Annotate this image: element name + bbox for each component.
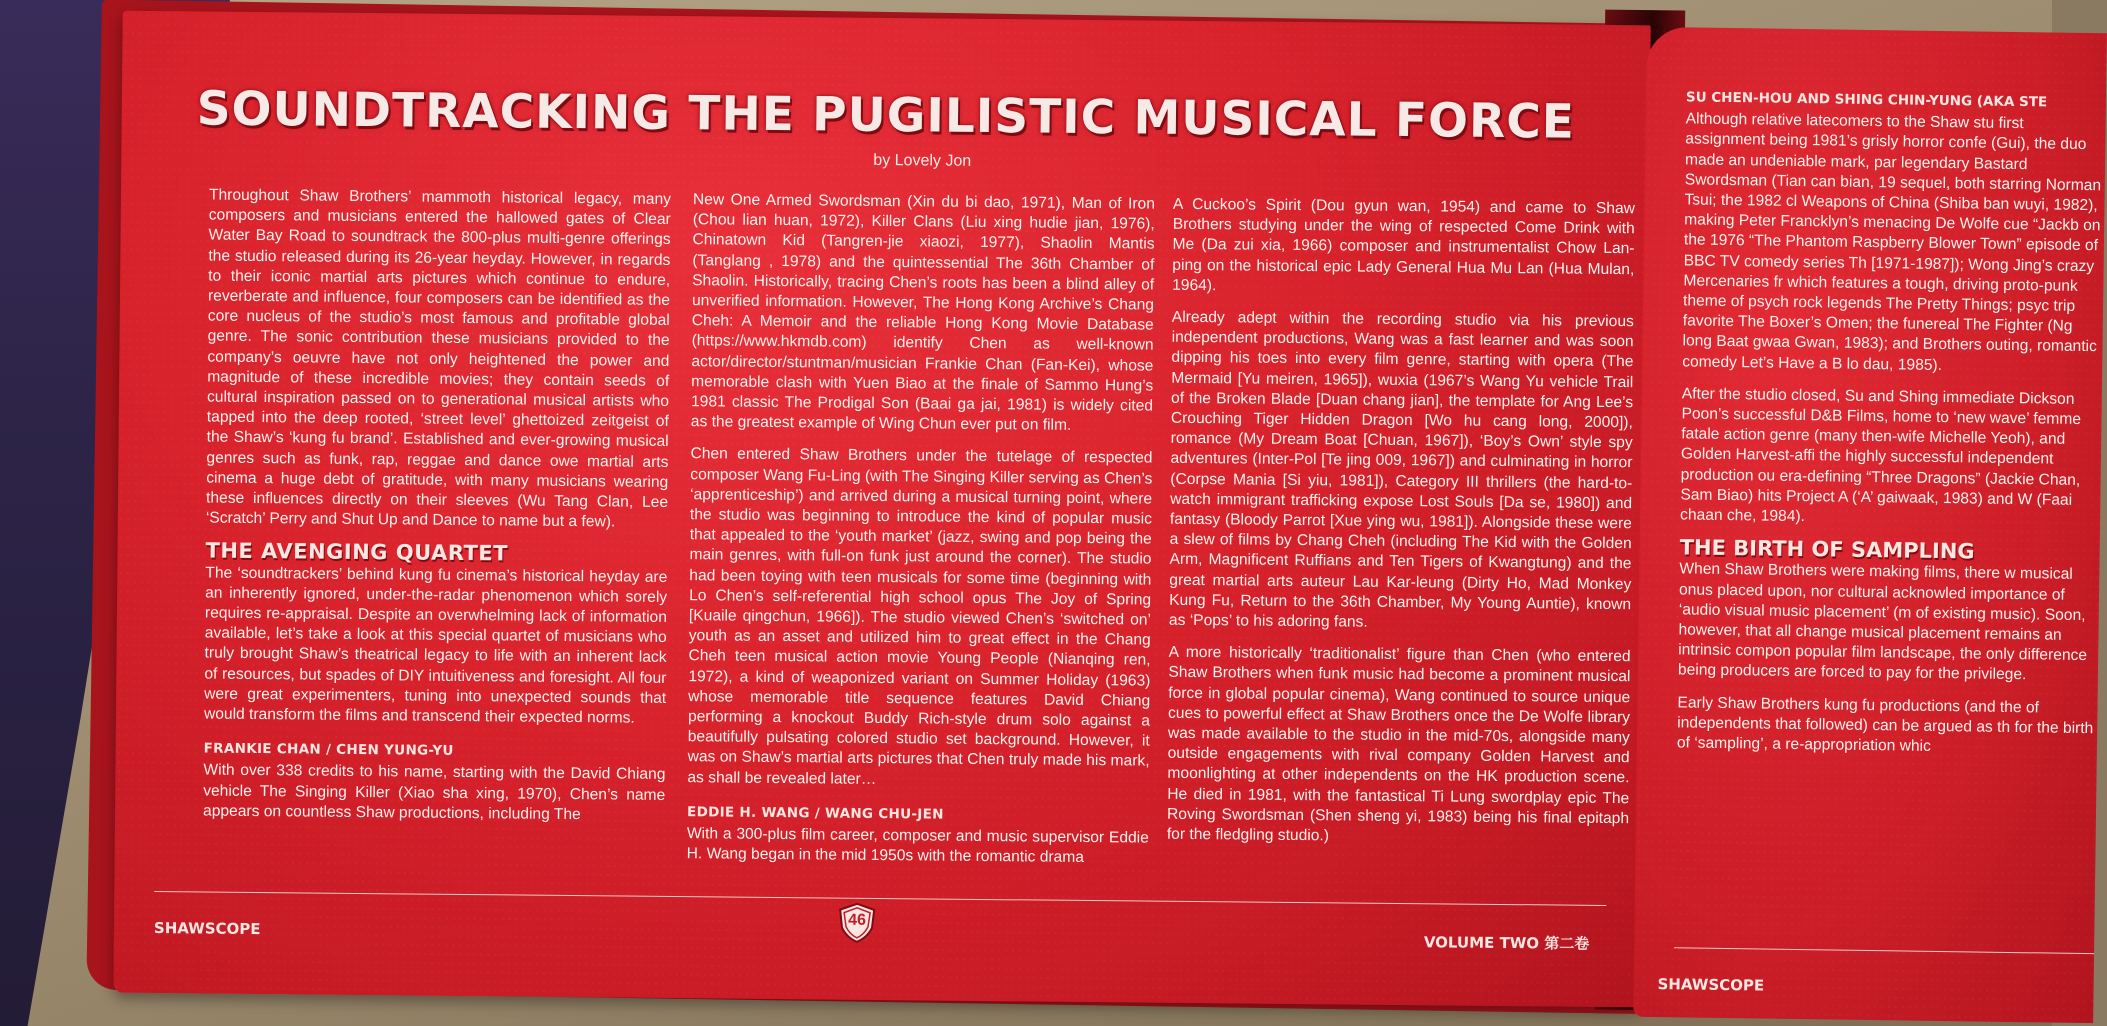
paragraph: With a 300-plus film career, composer and music supervisor Eddie H. Wang began in the mid 1950s with the romantic drama	[686, 825, 1149, 867]
section-heading: THE BIRTH OF SAMPLING	[1679, 535, 1975, 564]
right-column	[1677, 87, 2106, 771]
paragraph: After the studio closed, Su and Shing immediate Dickson Poon’s successful D&B Films, home to ‘new wave’ femme fatale action genre (many then-wife Michelle Yeoh), and Golden Harvest-affi the highly successful independent production ou era-defining “Three Dragons” (Jackie Chan, Sam Biao) hits Project A (‘A’ gaiwaak, 1983) and W (Faai chaan che, 1984).	[1680, 385, 2082, 526]
subsection-heading: FRANKIE CHAN / CHEN YUNG-YU	[203, 740, 454, 760]
paragraph: Throughout Shaw Brothers’ mammoth historical legacy, many composers and musicians entered the hallowed gates of Clear Water Bay Road to soundtrack the 800-plus multi-genre offerings the studio released during its 26-year heyday. However, in regards to their iconic martial arts pictures which continue to endure, reverberate and influence, four composers can be identified as the core nucleus of the studio’s most famous and profitable global genre. The sonic contribution these musicians provided to the company’s oeuvre have not only heightened the power and magnitude of these incredible movies; they contain seeds of cultural inspiration passed on to generational musical artists who tapped into the deep rooted, ‘street level’ ghettoized zeitgeist of the Shaw’s ‘kung fu brand’. Established and ever-growing musical genres such as funk, rap, reggae and dance owe martial arts cinema a huge debt of gratitude, with many musicians wearing these influences directly on their sleeves (Wu Tang Clan, Lee ‘Scratch’ Perry and Shut Up and Dance to name but a few).	[205, 186, 672, 531]
footer-brand: SHAWSCOPE	[153, 919, 261, 939]
column-1	[203, 186, 671, 838]
paragraph: When Shaw Brothers were making films, there w musical onus placed upon, nor cultural acknowled importance of ‘audio visual music placement’ (m of existing music). Soon, however, that all change musical placement remains an intrinsic compon popular film landscape, the only difference being producers are forced to pay for the privilege.	[1677, 560, 2088, 684]
paragraph: Already adept within the recording studio via his previous independent productions, Wang was a fast learner and was soon dipping his toes into every film genre, starting with opera (The Mermaid [Yu meiren, 1965]), wuxia (1967’s Wang Yu vehicle Trail of the Broken Blade [Duan chang jian], the template for Ang Lee’s Crouching Tiger Hidden Dragon [Wo hu cang long, 2000]), romance (My Dream Boat [Chuan, 1967]), ‘Boy’s Own’ style spy adventures (Inter-Pol [Te jing 009, 1967]) and culminating in horror (Corpse Mania [Si yiu, 1981]), Category III thrillers (the hard-to-watch immigrant trafficking expose Lost Souls [Da se, 1980]) and fantasy (Bloody Parrot [Xue ying wu, 1981]). Alongside these were a slew of films by Chang Cheh (including The Kid with the Golden Arm, Magnificent Ruffians and Ten Tigers of Kwangtung) and the great martial arts auteur Lau Kar-leung (Dirty Ho, Mad Monkey Kung Fu, Return to the 36th Chamber, My Young Auntie), known as ‘Pops’ to his adoring fans.	[1168, 308, 1634, 631]
page-number-badge	[836, 902, 878, 944]
page-number: 46	[848, 911, 867, 929]
subsection-heading: SU CHEN-HOU AND SHING CHIN-YUNG (AKA STE	[1685, 89, 2048, 111]
footer-brand: SHAWSCOPE	[1657, 975, 1765, 995]
paragraph: A more historically ‘traditionalist’ figure than Chen (who entered Shaw Brothers when funk music had become a prominent musical force in global popular cinema), Wang continued to source unique cues to powerful effect at Shaw Brothers once the De Wolfe library was made available to the studio in the mid-70s, alongside many outside engagements with rival company Golden Harvest and moonlighting at other independents on the HK production scene. He died in 1981, with the fantastical Ti Lung swordplay epic The Roving Swordsman (Shen sheng yi, 1983) being his final epitaph for the fledgling studio.)	[1166, 644, 1631, 845]
page-title: SOUNDTRACKING THE PUGILISTIC MUSICAL FORCE	[196, 81, 1576, 150]
paragraph: New One Armed Swordsman (Xin du bi dao, 1971), Man of Iron (Chou lian huan, 1972), Killer Clans (Liu xing hudie jian, 1976), Chinatown Kid (Tangren-jie xiaozi, 1977), Shaolin Mantis (Tanglang , 1978) and the quintessential The 36th Chamber of Shaolin. Historically, tracing Chen’s roots has been a blind alley of unverified information. However, The Hong Kong Archive’s Chang Cheh: A Memoir and the reliable Hong Kong Movie Database (https://www.hkmdb.com) identify Chen as well-known actor/director/stuntman/musician Frankie Chan (Fan-Kei), whose memorable clash with Yuen Biao at the finale of Sammo Hung’s 1981 classic The Prodigal Son (Baai ga jai, 1981) is widely cited as the greatest example of Wing Chun ever put on film.	[690, 191, 1156, 435]
footer-volume: VOLUME TWO 第二卷	[1423, 933, 1590, 953]
column-2	[686, 190, 1155, 881]
left-page	[113, 11, 1650, 1008]
paragraph: With over 338 credits to his name, starting with the David Chiang vehicle The Singing Killer (Xiao sha xing, 1970), Chen’s name appears on countless Shaw productions, including The	[202, 761, 666, 824]
column-3	[1167, 195, 1635, 862]
footer-rule	[154, 891, 1606, 906]
footer-rule	[1674, 947, 2094, 954]
paragraph: Although relative latecomers to the Shaw stu first assignment being 1981’s grisly horror confe (Gui), the duo made an undeniable mark, par legendary Bastard Swordsman (Tian can bian, 19 sequel, both starring Norman Tsui; the 1982 cl Weapons of China (Shiba ban wuyi, 1982), making Peter Francklyn’s menacing De Wolfe cue “Jackb on the 1976 “The Phantom Raspberry Blower Town” episode of BBC TV comedy series Th [1971-1987]); Wong Jing’s crazy Mercenaries fr which features a tough, driving proto-punk theme of psych rock legends The Pretty Things; psyc trip favorite The Boxer’s Omen; the funereal The Fighter (Ng long Baat gwaa Gwan, 1983); and Brothers outing, romantic comedy Let’s Have a B lo dau, 1985).	[1682, 110, 2102, 374]
section-heading: THE AVENGING QUARTET	[205, 538, 509, 566]
paragraph: A Cuckoo’s Spirit (Dou gyun wan, 1954) and came to Shaw Brothers studying under the wing of respected Come Drink with Me (Da zui xia, 1966) composer and instrumentalist Chow Lan-ping on the historical epic Lady General Hua Mu Lan (Hua Mulan, 1964).	[1172, 195, 1635, 295]
subsection-heading: EDDIE H. WANG / WANG CHU-JEN	[687, 804, 944, 823]
paragraph: Chen entered Shaw Brothers under the tutelage of respected composer Wang Fu-Ling (with The Singing Killer serving as Chen’s ‘apprenticeship’) and arrived during a musical turning point, where the studio was beginning to introduce the kind of popular music that appealed to the ‘youth market’ (jazz, swing and pop being the main genres, with full-on funk just around the corner). The studio had been toying with teen musicals for some time (beginning with Lo Chen’s self-referential high school opus The Joy of Spring [Kuaile qingchun, 1966]). The studio viewed Chen’s ‘switched on’ youth as an asset and utilized him to great effect in the Chang Cheh teen musical action movie Young People (Nianqing ren, 1972), a kind of weaponized variant on Summer Holiday (1963) whose memorable title sequence features David Chiang performing a knockout Buddy Rich-style drum solo against a beautifully pulsating colored studio set background. However, it was on Shaw’s martial arts pictures that Chen truly made his mark, as shall be revealed later…	[687, 445, 1153, 788]
right-page	[1633, 27, 2107, 1023]
paragraph: Early Shaw Brothers kung fu productions (and the of independents that followed) can be argued as th for the birth of ‘sampling’, a re-appropriation whic	[1676, 694, 2094, 755]
byline: by Lovely Jon	[873, 151, 972, 170]
paragraph: The ‘soundtrackers’ behind kung fu cinema’s historical heyday are an inherently ignored, under-the-radar phenomenon which sorely requires re-appraisal. Despite an overwhelming lack of information available, let’s take a look at this special quartet of musicians who truly brought Shaw’s theatrical legacy to life with an inherent lack of resources, but spades of DIY intuitiveness and foresight. All four were great experimenters, tuning into unexpected sounds that would transform the films and transcend their expected norms.	[203, 564, 668, 727]
